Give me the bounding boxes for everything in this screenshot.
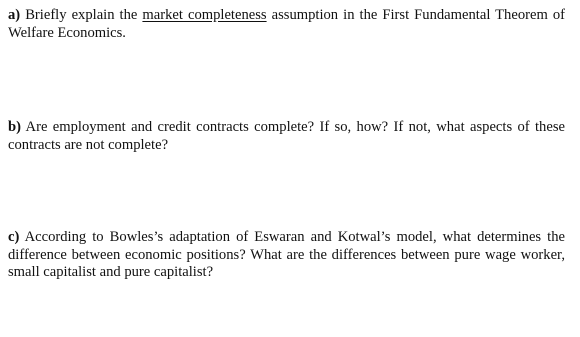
question-a-emphasis: market completeness — [142, 7, 267, 23]
question-c-text: According to Bowles’s adaptation of Eswaran and Kotwal’s model, what determines the difference between economic positions? What are the differences between pure wage worker, small capitalist and pure capitalist? — [8, 229, 565, 280]
question-a-text-after: assumption in the First Fundamental Theorem of Welfare Economics. — [8, 7, 565, 41]
question-a — [8, 7, 565, 42]
question-a-label: a) — [8, 7, 21, 23]
question-b-text: Are employment and credit contracts complete? If so, how? If not, what aspects of these contracts are not complete? — [8, 119, 565, 153]
question-b — [8, 119, 565, 154]
question-a-text-before: Briefly explain the — [20, 7, 143, 23]
question-b-label: b) — [8, 119, 21, 135]
question-c — [8, 229, 565, 282]
question-c-label: c) — [8, 229, 20, 245]
